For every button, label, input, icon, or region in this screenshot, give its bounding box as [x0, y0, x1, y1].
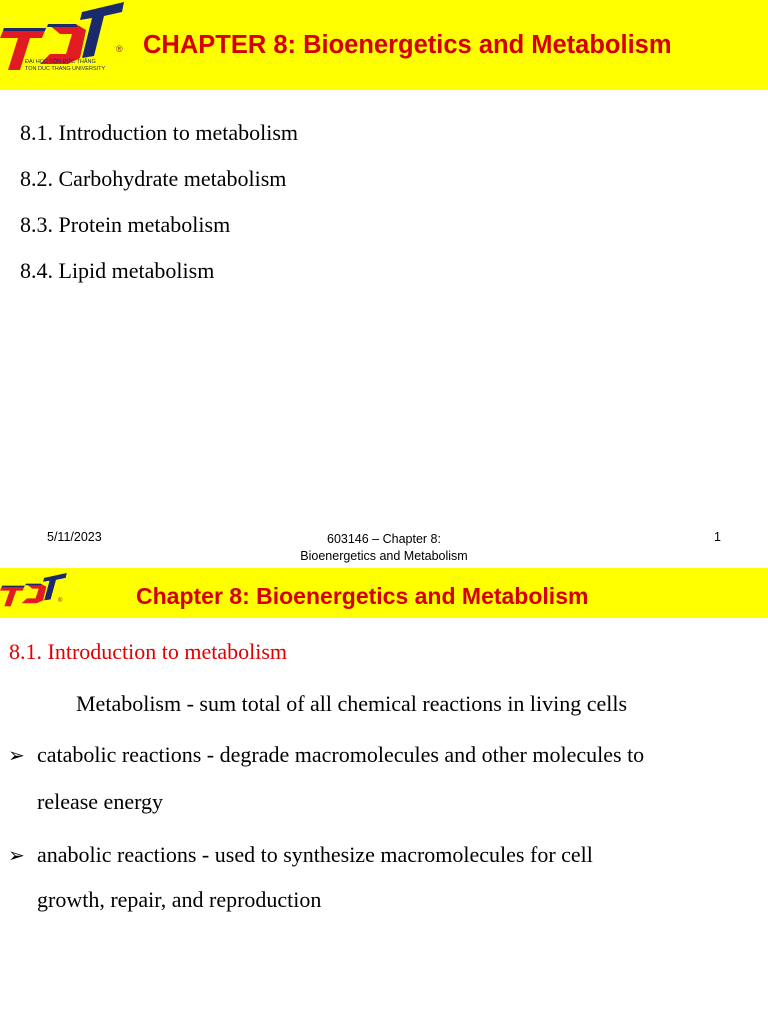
toc-item-4: 8.4. Lipid metabolism — [20, 258, 215, 283]
slide-title: CHAPTER 8: Bioenergetics and Metabolism — [143, 31, 672, 59]
footer-course-line2: Bioenergetics and Metabolism — [300, 549, 468, 563]
toc-item-2: 8.2. Carbohydrate metabolism — [20, 166, 287, 191]
university-logo-icon — [0, 572, 70, 616]
footer-course — [234, 531, 534, 565]
registered-mark: ® — [58, 598, 63, 604]
bullet-2-line-1: anabolic reactions - used to synthesize macromolecules for cell — [37, 842, 593, 867]
arrow-bullet-icon: ➢ — [8, 843, 25, 867]
bullet-1-line-2: release energy — [37, 789, 164, 814]
slide-title: Chapter 8: Bioenergetics and Metabolism — [136, 583, 589, 609]
definition-text: Metabolism - sum total of all chemical reactions in living cells — [76, 691, 628, 716]
footer-date: 5/11/2023 — [47, 530, 102, 544]
bullet-1-line-1: catabolic reactions - degrade macromolecules and other molecules to — [37, 742, 645, 767]
footer-course-line1: 603146 – Chapter 8: — [327, 532, 441, 546]
slide-2 — [0, 568, 768, 1024]
university-logo-icon — [0, 0, 130, 90]
bullet-2-line-2: growth, repair, and reproduction — [37, 887, 322, 912]
toc-item-3: 8.3. Protein metabolism — [20, 212, 231, 237]
footer-page-number: 1 — [714, 530, 721, 544]
registered-mark: ® — [116, 44, 123, 54]
slide-header — [0, 568, 768, 618]
arrow-bullet-icon: ➢ — [8, 743, 25, 767]
logo-subtitle-english: TON DUC THANG UNIVERSITY — [25, 66, 106, 72]
toc-item-1: 8.1. Introduction to metabolism — [20, 120, 299, 145]
section-heading: 8.1. Introduction to metabolism — [9, 639, 288, 664]
logo-subtitle-vietnamese: ĐẠI HỌC TÔN ĐỨC THẮNG — [25, 59, 96, 65]
slide-header — [0, 0, 768, 90]
